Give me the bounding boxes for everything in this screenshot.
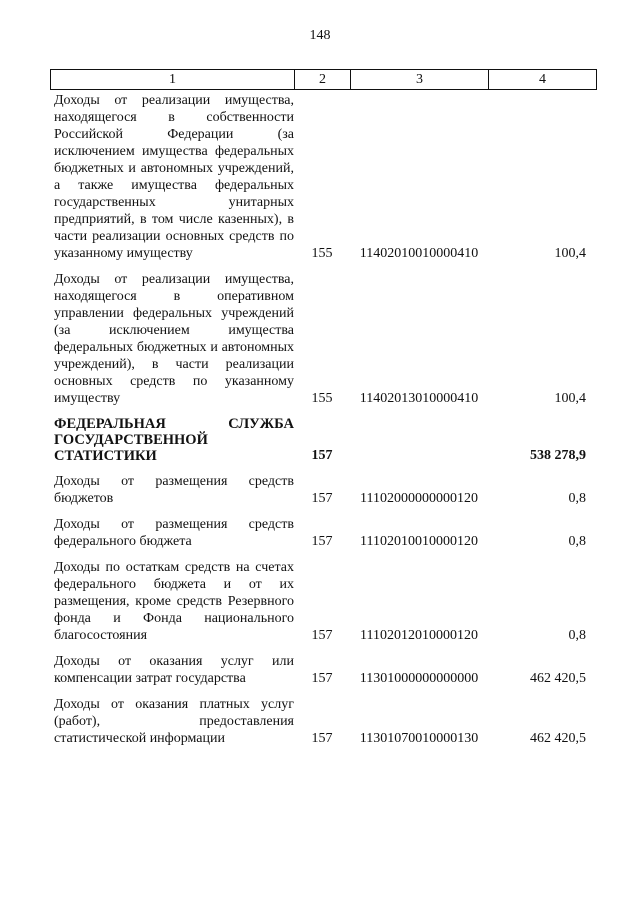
row-amount: 462 420,5	[530, 731, 586, 746]
table-row	[50, 271, 596, 407]
row-admin-code: 157	[311, 731, 333, 746]
table-row	[50, 516, 596, 550]
page-number: 148	[309, 28, 331, 43]
section-heading-row	[50, 416, 596, 464]
column-header-2: 2	[295, 70, 351, 90]
row-description: Доходы от размещения средств федерального бюджета	[54, 517, 294, 549]
section-heading: ФЕДЕРАЛЬНАЯ СЛУЖБА ГОСУДАРСТВЕННОЙ СТАТИСТИКИ	[54, 416, 294, 464]
row-revenue-code: 11402013010000410	[359, 391, 479, 406]
row-admin-code: 155	[311, 391, 333, 406]
row-admin-code: 157	[311, 491, 333, 506]
row-description: Доходы от оказания платных услуг (работ), предоставления статистической информации	[54, 697, 294, 746]
column-header-4: 4	[489, 70, 597, 90]
row-amount: 462 420,5	[530, 671, 586, 686]
row-admin-code: 157	[311, 628, 333, 643]
row-description: Доходы от реализации имущества, находящегося в собственности Российской Федерации (за исключением имущества федеральных бюджетных и автономных учреждений, а также имущества федеральных государственных унитарных предприятий, в том числе казенных), в части реализации основных средств по указанному имуществу	[54, 93, 294, 261]
column-header-3: 3	[351, 70, 489, 90]
table-row	[50, 559, 596, 644]
row-description: Доходы от размещения средств бюджетов	[54, 474, 294, 506]
table-row	[50, 653, 596, 687]
row-admin-code: 157	[311, 448, 333, 463]
column-header-1: 1	[51, 70, 295, 90]
row-amount: 100,4	[554, 391, 586, 406]
row-revenue-code: 11301000000000000	[359, 671, 479, 686]
row-revenue-code: 11402010010000410	[359, 246, 479, 261]
row-revenue-code: 11102012010000120	[360, 628, 478, 643]
revenue-rows	[50, 92, 596, 756]
table-row	[50, 92, 596, 262]
row-amount: 100,4	[554, 246, 586, 261]
row-description: Доходы от оказания услуг или компенсации затрат государства	[54, 654, 294, 686]
row-revenue-code: 11102000000000120	[360, 491, 478, 506]
row-amount: 0,8	[568, 628, 586, 643]
row-admin-code: 157	[311, 534, 333, 549]
row-revenue-code: 11301070010000130	[359, 731, 479, 746]
table-row	[50, 696, 596, 747]
table-row	[50, 473, 596, 507]
column-header-table	[50, 69, 597, 90]
row-admin-code: 155	[311, 246, 333, 261]
row-description: Доходы по остаткам средств на счетах федерального бюджета и от их размещения, кроме средств Резервного фонда и Фонда национального благосостояния	[54, 560, 294, 643]
row-description: Доходы от реализации имущества, находящегося в оперативном управлении федеральных учреждений (за исключением имущества федеральных бюджетных и автономных учреждений), в части реализации основных средств по указанному имуществу	[54, 272, 294, 406]
row-amount: 538 278,9	[530, 448, 586, 463]
row-amount: 0,8	[568, 491, 586, 506]
row-admin-code: 157	[311, 671, 333, 686]
row-amount: 0,8	[568, 534, 586, 549]
row-revenue-code: 11102010010000120	[360, 534, 478, 549]
